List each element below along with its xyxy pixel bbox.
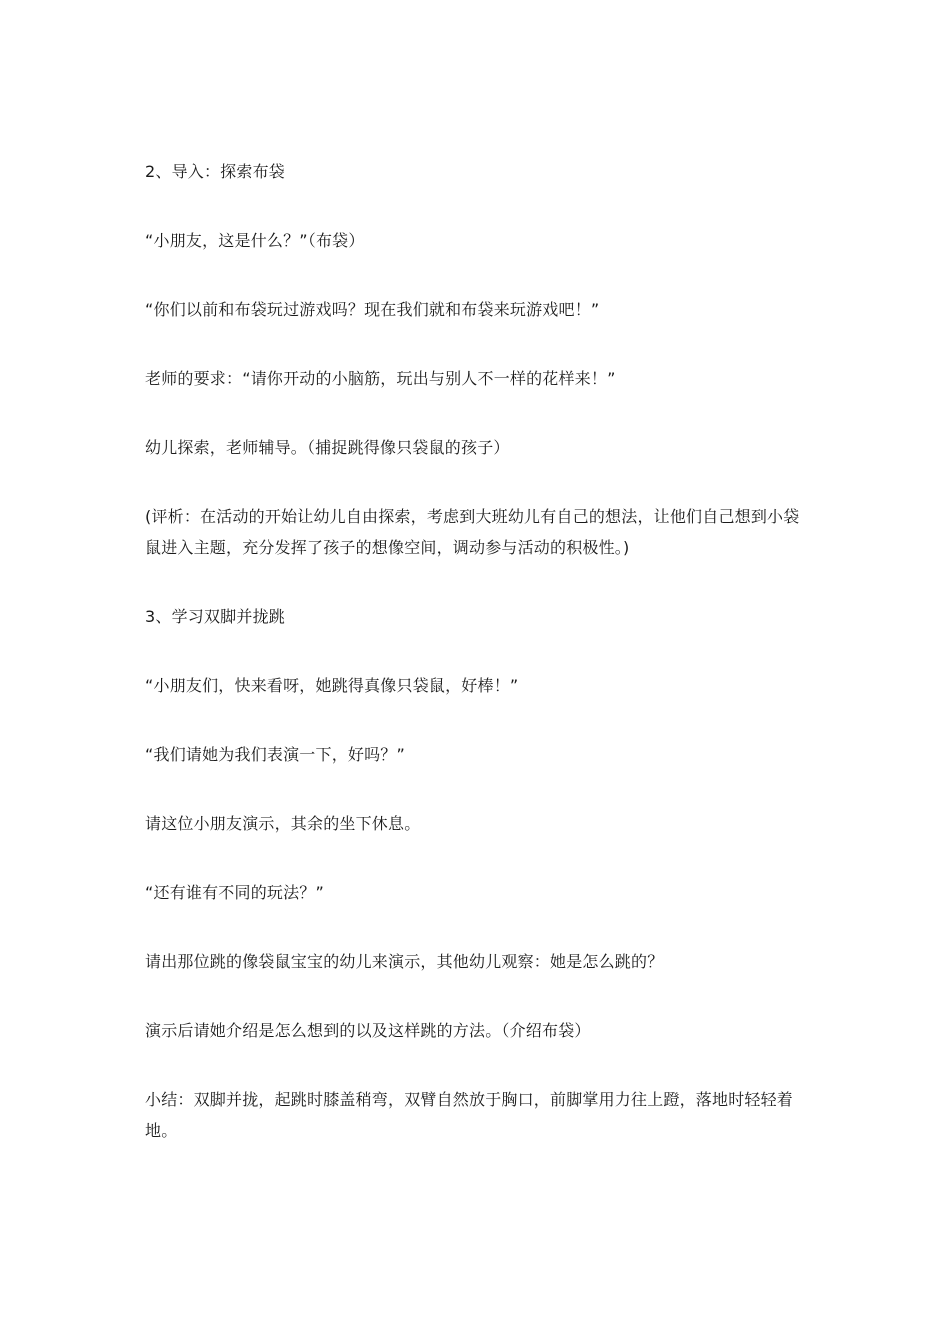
dialogue-line: “还有谁有不同的玩法？” — [145, 883, 324, 902]
dialogue-line: “我们请她为我们表演一下，好吗？” — [145, 745, 405, 764]
section-heading-2: 2、导入：探索布袋 — [145, 162, 285, 181]
activity-note: 演示后请她介绍是怎么想到的以及这样跳的方法。（介绍布袋） — [145, 1021, 591, 1040]
section-heading-3: 3、学习双脚并拢跳 — [145, 607, 285, 626]
activity-note: 幼儿探索，老师辅导。（捕捉跳得像只袋鼠的孩子） — [145, 438, 510, 457]
summary-paragraph: 小结：双脚并拢，起跳时膝盖稍弯，双臂自然放于胸口，前脚掌用力往上蹬，落地时轻轻着地。 — [145, 1090, 794, 1140]
activity-note: 请出那位跳的像袋鼠宝宝的幼儿来演示，其他幼儿观察：她是怎么跳的？ — [145, 952, 664, 971]
teacher-requirement: 老师的要求：“请你开动的小脑筋，玩出与别人不一样的花样来！” — [145, 369, 616, 388]
commentary-paragraph: (评析：在活动的开始让幼儿自由探索，考虑到大班幼儿有自己的想法，让他们自己想到小袋鼠进入主题，充分发挥了孩子的想像空间，调动参与活动的积极性。) — [145, 507, 800, 557]
dialogue-line: “小朋友们，快来看呀，她跳得真像只袋鼠，好棒！” — [145, 676, 519, 695]
dialogue-line: “小朋友，这是什么？”（布袋） — [145, 231, 365, 250]
activity-note: 请这位小朋友演示，其余的坐下休息。 — [145, 814, 421, 833]
dialogue-line: “你们以前和布袋玩过游戏吗？现在我们就和布袋来玩游戏吧！” — [145, 300, 600, 319]
document-body — [145, 156, 810, 1146]
